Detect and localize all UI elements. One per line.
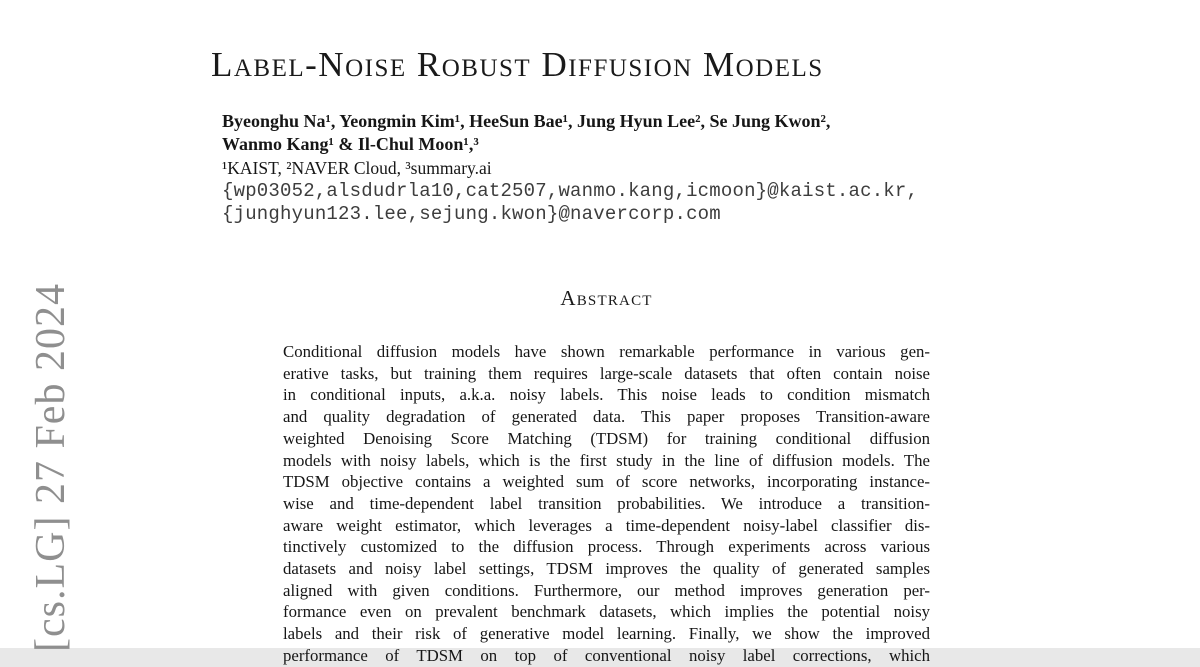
abstract-line: aware weight estimator, which leverages a time-dependent noisy-label classifier dis- <box>283 515 930 535</box>
abstract-line: datasets and noisy label settings, TDSM improves the quality of generated samples <box>283 559 930 579</box>
abstract-line: aligned with given conditions. Furthermore, our method improves generation per- <box>283 580 930 600</box>
abstract-line: weighted Denoising Score Matching (TDSM) for training conditional diffusion <box>283 428 930 448</box>
abstract-line: performance of TDSM on top of conventional noisy label corrections, which <box>283 645 930 665</box>
abstract-line: in conditional inputs, a.k.a. noisy labels. This noise leads to condition mismatch <box>283 385 930 405</box>
abstract-line: Conditional diffusion models have shown remarkable performance in various gen- <box>283 342 930 361</box>
abstract-line: formance even on prevalent benchmark datasets, which implies the potential noisy <box>283 602 930 622</box>
abstract-line: tinctively customized to the diffusion process. Through experiments across various <box>283 537 930 557</box>
author-line-2: Wanmo Kang¹ & Il-Chul Moon¹,³ <box>222 134 479 154</box>
author-block <box>222 110 942 226</box>
abstract-line: erative tasks, but training them requires large-scale datasets that often contain noise <box>283 363 930 383</box>
abstract-line: TDSM objective contains a weighted sum of score networks, incorporating instance- <box>283 472 930 492</box>
abstract-body <box>283 341 930 667</box>
author-line-1: Byeonghu Na¹, Yeongmin Kim¹, HeeSun Bae¹, Jung Hyun Lee², Se Jung Kwon², <box>222 111 831 131</box>
abstract-line: models with noisy labels, which is the first study in the line of diffusion models. The <box>283 450 930 470</box>
abstract-line: labels and their risk of generative model learning. Finally, we show the improved <box>283 624 930 644</box>
abstract-heading: Abstract <box>560 286 653 310</box>
abstract-line: and quality degradation of generated data. This paper proposes Transition-aware <box>283 407 930 427</box>
arxiv-watermark: [cs.LG] 27 Feb 2024 <box>28 283 74 652</box>
paper-title: Label-Noise Robust Diffusion Models <box>211 45 824 84</box>
email-line-1: {wp03052,alsdudrla10,cat2507,wanmo.kang,icmoon}@kaist.ac.kr, <box>222 180 919 202</box>
affiliations: ¹KAIST, ²NAVER Cloud, ³summary.ai <box>222 158 492 178</box>
abstract-line: wise and time-dependent label transition probabilities. We introduce a transition- <box>283 493 930 513</box>
email-line-2: {junghyun123.lee,sejung.kwon}@navercorp.com <box>222 203 721 225</box>
